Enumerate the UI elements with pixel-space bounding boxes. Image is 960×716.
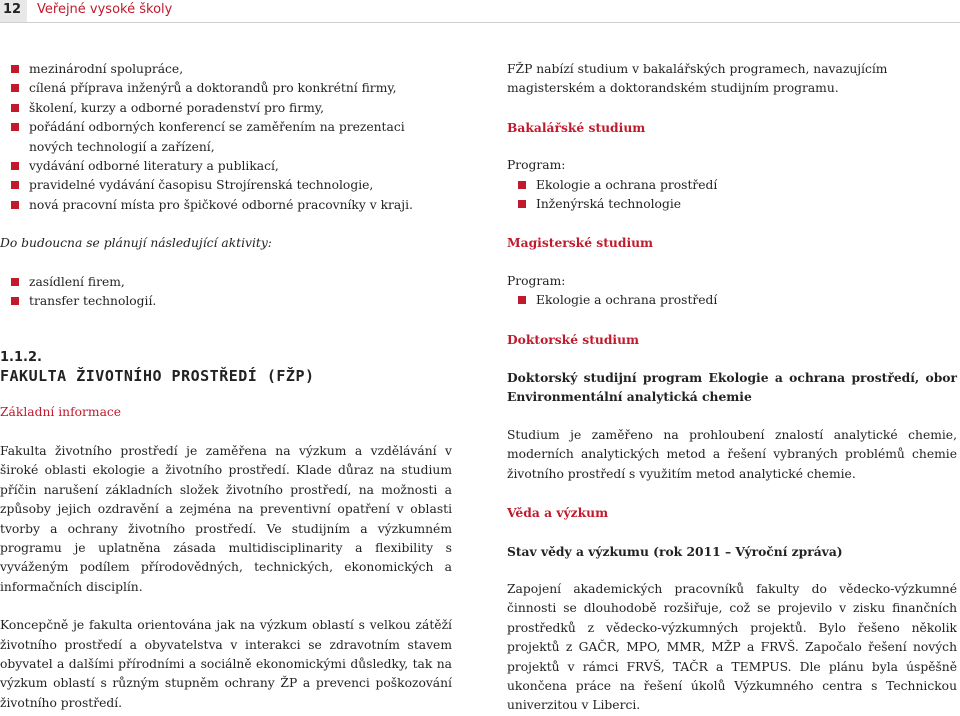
bullet-square-icon: [11, 123, 19, 131]
bullet-square-icon: [518, 296, 526, 304]
page-number: 12: [0, 0, 27, 22]
research-text: Zapojení akademických pracovníků fakulty do vědecko-výzkumné činnosti se dlouhodobě rozšiřuje, což se projevilo v zisku finančních prostředků z vědecko-výzkumných projektů. Bylo řešeno několik projektů z GAČR, MPO, MMR, MŽP a FRVŠ. Započalo řešení nových projektů v rámci FRVŠ, TAČR a TEMPUS. Dle plánu byla úspěšně ukončena práce na řešení úkolů Výzkumného centra s Technickou univerzitou v Liberci.: [507, 581, 957, 713]
study-intro: FŽP nabízí studium v bakalářských programech, navazujícím magisterském a doktorandském studijním programu.: [507, 62, 888, 96]
list-item: nová pracovní místa pro špičkové odborné pracovníky v kraji.: [0, 196, 452, 215]
list-item: pravidelné vydávání časopisu Strojírenská technologie,: [0, 176, 452, 195]
plans-list: [0, 273, 452, 312]
research-subheading: Stav vědy a výzkumu (rok 2011 – Výroční zpráva): [507, 543, 843, 559]
bullet-square-icon: [11, 162, 19, 170]
list-item: transfer technologií.: [0, 292, 452, 311]
bullet-square-icon: [518, 200, 526, 208]
doctoral-heading: Doktorské studium: [507, 331, 640, 347]
list-item: Ekologie a ochrana prostředí: [507, 176, 957, 195]
master-programs: [507, 291, 957, 310]
faculty-description: Fakulta životního prostředí je zaměřena na výzkum a vzdělávání v široké oblasti ekologie a životního prostředí. Klade důraz na studium příčin narušení základních složek životního prostředí, na možnosti a způsoby jejich ozdravění a zejména na preventivní opatření v oblasti tvorby a ochrany životního prostředí. Ve studijním a výzkumném programu je uplatněna zásada multidisciplinarity a flexibility s vyváženým podílem přírodovědných, technických, ekonomických a informačních disciplín.: [0, 443, 452, 594]
activities-list: [0, 60, 452, 215]
list-item: Inženýrská technologie: [507, 195, 957, 214]
right-column: [507, 60, 957, 716]
research-heading: Věda a výzkum: [507, 505, 609, 521]
master-heading: Magisterské studium: [507, 235, 654, 251]
bachelor-heading: Bakalářské studium: [507, 119, 646, 135]
basic-info-heading: Základní informace: [0, 405, 122, 420]
left-column: [0, 60, 452, 713]
page-header: [0, 0, 960, 23]
list-item: zasídlení firem,: [0, 273, 452, 292]
doctoral-text: Studium je zaměřeno na prohloubení znalostí analytické chemie, moderních analytických metod a řešení vybraných problémů chemie životního prostředí s využitím metod analytické chemie.: [507, 427, 957, 481]
list-item: cílená příprava inženýrů a doktorandů pro konkrétní firmy,: [0, 79, 452, 98]
running-title: Veřejné vysoké školy: [37, 2, 173, 17]
bullet-square-icon: [11, 104, 19, 112]
bullet-square-icon: [11, 181, 19, 189]
section-number: 1.1.2.: [0, 350, 42, 366]
bullet-square-icon: [11, 297, 19, 305]
list-item: Ekologie a ochrana prostředí: [507, 291, 957, 310]
doctoral-program: Doktorský studijní program Ekologie a ochrana prostředí, obor Environmentální analytická chemie: [507, 370, 957, 405]
faculty-concept: Koncepčně je fakulta orientována jak na výzkum oblastí s velkou zátěží životního prostředí a obyvatelstva v interakci se zdravotním stavem obyvatel a dalšími přírodními a sociálně ekonomickými důsledky, tak na výzkum oblastí s různým stupněm ochrany ŽP a prevenci poškozování životního prostředí.: [0, 618, 452, 710]
list-item: školení, kurzy a odborné poradenství pro firmy,: [0, 99, 452, 118]
bullet-square-icon: [11, 201, 19, 209]
bullet-square-icon: [11, 65, 19, 73]
list-item: pořádání odborných konferencí se zaměřením na prezentaci nových technologií a zařízení,: [0, 118, 452, 157]
list-item: mezinárodní spolupráce,: [0, 60, 452, 79]
bullet-square-icon: [11, 278, 19, 286]
plans-heading: Do budoucna se plánují následující aktivity:: [0, 236, 272, 251]
bachelor-programs: [507, 176, 957, 215]
bachelor-program-label: Program:: [507, 158, 566, 173]
bullet-square-icon: [11, 84, 19, 92]
list-item: vydávání odborné literatury a publikací,: [0, 157, 452, 176]
master-program-label: Program:: [507, 273, 566, 288]
bullet-square-icon: [518, 181, 526, 189]
section-title: FAKULTA ŽIVOTNÍHO PROSTŘEDÍ (FŽP): [0, 367, 315, 386]
